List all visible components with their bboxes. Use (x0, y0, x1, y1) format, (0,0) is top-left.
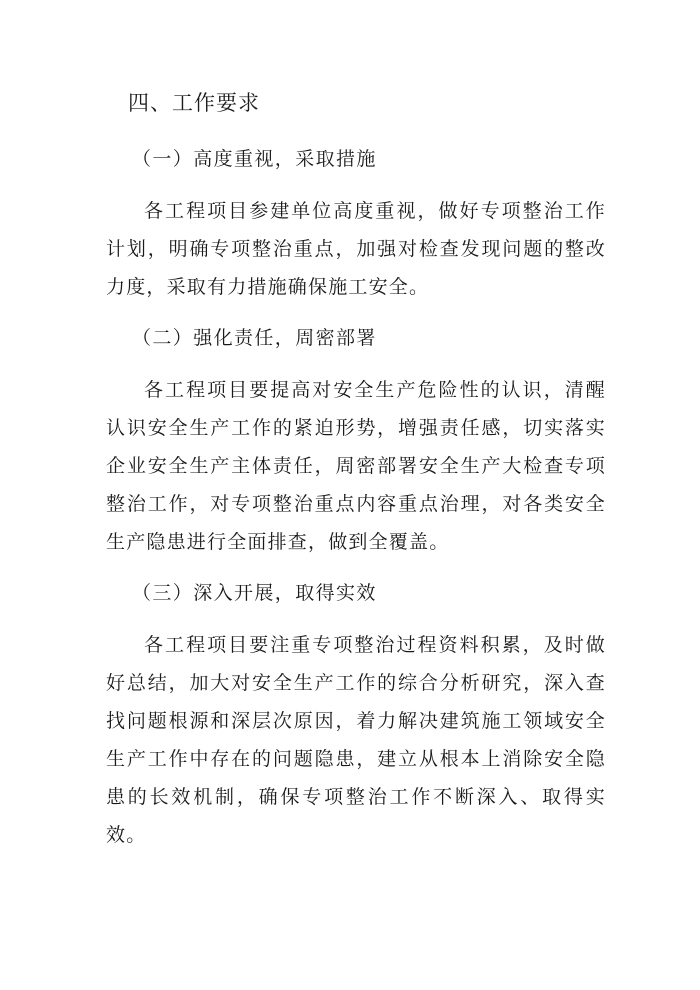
subsection-3 (106, 578, 606, 854)
subsection-paragraph: 各工程项目参建单位高度重视，做好专项整治工作计划，明确专项整治重点，加强对检查发现问题的整改力度，采取有力措施确保施工安全。 (106, 200, 606, 298)
subsection-title: （三）深入开展，取得实效 (132, 582, 377, 604)
subsection-2 (106, 323, 606, 561)
section-heading: 四、工作要求 (128, 91, 260, 115)
subsection-paragraph: 各工程项目要提高对安全生产危险性的认识，清醒认识安全生产工作的紧迫形势，增强责任感，切实落实企业安全生产主体责任，周密部署安全生产大检查专项整治工作，对专项整治重点内容重点治理，对各类安全生产隐患进行全面排查，做到全覆盖。 (106, 379, 606, 553)
subsection-paragraph: 各工程项目要注重专项整治过程资料积累，及时做好总结，加大对安全生产工作的综合分析研究，深入查找问题根源和深层次原因，着力解决建筑施工领域安全生产工作中存在的问题隐患，建立从根本上消除安全隐患的长效机制，确保专项整治工作不断深入、取得实效。 (106, 634, 606, 846)
subsection-title: （二）强化责任，周密部署 (132, 327, 377, 349)
subsection-1 (106, 144, 606, 306)
subsection-title: （一）高度重视，采取措施 (132, 148, 377, 170)
